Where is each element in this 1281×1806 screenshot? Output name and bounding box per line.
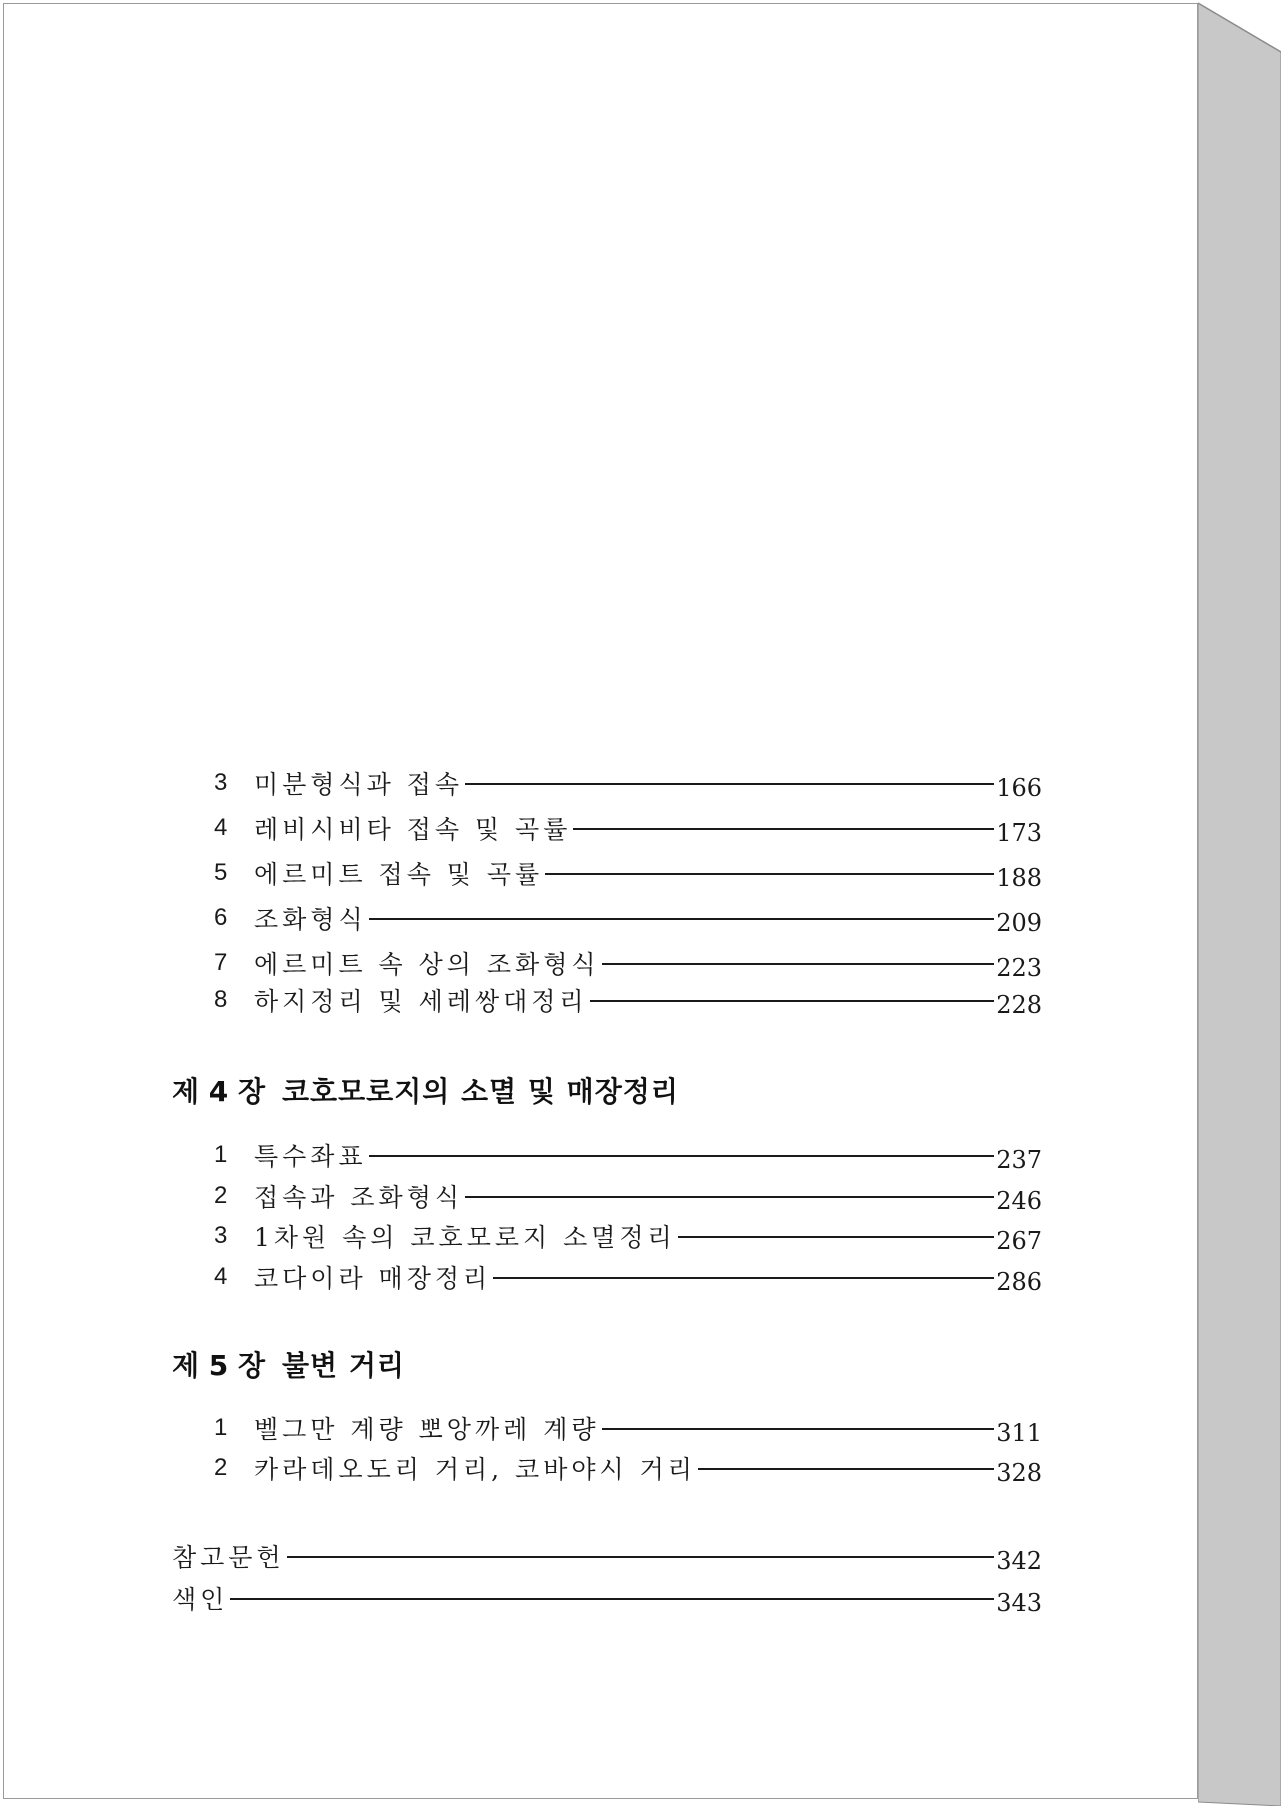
section-title: 접속과 조화형식 (254, 1183, 463, 1212)
section-number: 4 (214, 1263, 228, 1290)
page-number: 311 (996, 1419, 1042, 1447)
chapter-heading (172, 1342, 405, 1386)
page-number: 188 (996, 864, 1042, 892)
section-number: 7 (214, 949, 228, 976)
dot-leader (230, 1598, 994, 1600)
dot-leader (369, 1155, 995, 1157)
toc-entry (214, 763, 1042, 803)
table-of-contents (4, 4, 1199, 1800)
page-number: 237 (996, 1146, 1042, 1174)
toc-entry (214, 943, 1042, 983)
dot-leader (493, 1277, 994, 1279)
toc-entry (214, 1216, 1042, 1256)
section-title: 코다이라 매장정리 (254, 1264, 492, 1293)
toc-entry (214, 1408, 1042, 1448)
section-number: 1 (214, 1141, 228, 1168)
page-number: 223 (996, 954, 1042, 982)
page-number: 286 (996, 1268, 1042, 1296)
section-title: 1차원 속의 코호모로지 소멸정리 (254, 1223, 676, 1252)
section-number: 3 (214, 1222, 228, 1249)
toc-entry (214, 1135, 1042, 1175)
section-number: 2 (214, 1454, 228, 1481)
section-title: 특수좌표 (254, 1142, 367, 1171)
toc-entry (214, 898, 1042, 938)
toc-entry-back-matter (172, 1536, 1042, 1576)
page-number: 343 (996, 1589, 1042, 1617)
toc-entry (214, 980, 1042, 1020)
book-edge (1198, 0, 1281, 1806)
dot-leader (602, 963, 995, 965)
section-title: 참고문헌 (172, 1543, 285, 1572)
section-number: 4 (214, 814, 228, 841)
section-number: 6 (214, 904, 228, 931)
page-number: 328 (996, 1459, 1042, 1487)
dot-leader (287, 1556, 995, 1558)
toc-entry (214, 1257, 1042, 1297)
page-number: 166 (996, 774, 1042, 802)
dot-leader (602, 1428, 995, 1430)
chapter-title: 코호모로지의 소멸 및 매장정리 (282, 1075, 679, 1108)
toc-entry (214, 853, 1042, 893)
page-number: 342 (996, 1547, 1042, 1575)
section-number: 2 (214, 1182, 228, 1209)
section-number: 3 (214, 769, 228, 796)
section-title: 색인 (172, 1585, 229, 1614)
section-number: 8 (214, 986, 228, 1013)
toc-entry-back-matter (172, 1578, 1042, 1618)
page-number: 228 (996, 991, 1042, 1019)
section-title: 에르미트 속 상의 조화형식 (254, 950, 600, 979)
section-title: 에르미트 접속 및 곡률 (254, 860, 544, 889)
section-title: 카라데오도리 거리, 코바야시 거리 (254, 1455, 696, 1484)
dot-leader (369, 918, 995, 920)
section-number: 5 (214, 859, 228, 886)
section-title: 벨그만 계량 뽀앙까레 계량 (254, 1415, 600, 1444)
toc-entry (214, 1448, 1042, 1488)
section-title: 하지정리 및 세레쌍대정리 (254, 987, 588, 1016)
dot-leader (545, 873, 994, 875)
chapter-title: 불변 거리 (282, 1349, 405, 1382)
dot-leader (590, 1000, 995, 1002)
dot-leader (698, 1468, 994, 1470)
page-number: 246 (996, 1187, 1042, 1215)
section-title: 조화형식 (254, 905, 367, 934)
dot-leader (573, 828, 994, 830)
page-number: 209 (996, 909, 1042, 937)
page-number: 267 (996, 1227, 1042, 1255)
toc-entry (214, 1176, 1042, 1216)
section-title: 레비시비타 접속 및 곡률 (254, 815, 572, 844)
dot-leader (465, 1196, 994, 1198)
dot-leader (678, 1236, 994, 1238)
chapter-label: 제 4 장 (172, 1075, 266, 1108)
book-page (3, 3, 1198, 1799)
dot-leader (465, 783, 994, 785)
toc-entry (214, 808, 1042, 848)
section-title: 미분형식과 접속 (254, 770, 463, 799)
chapter-heading (172, 1068, 679, 1112)
section-number: 1 (214, 1414, 228, 1441)
book-edge-face (1198, 3, 1281, 1806)
chapter-label: 제 5 장 (172, 1349, 266, 1382)
page-number: 173 (996, 819, 1042, 847)
